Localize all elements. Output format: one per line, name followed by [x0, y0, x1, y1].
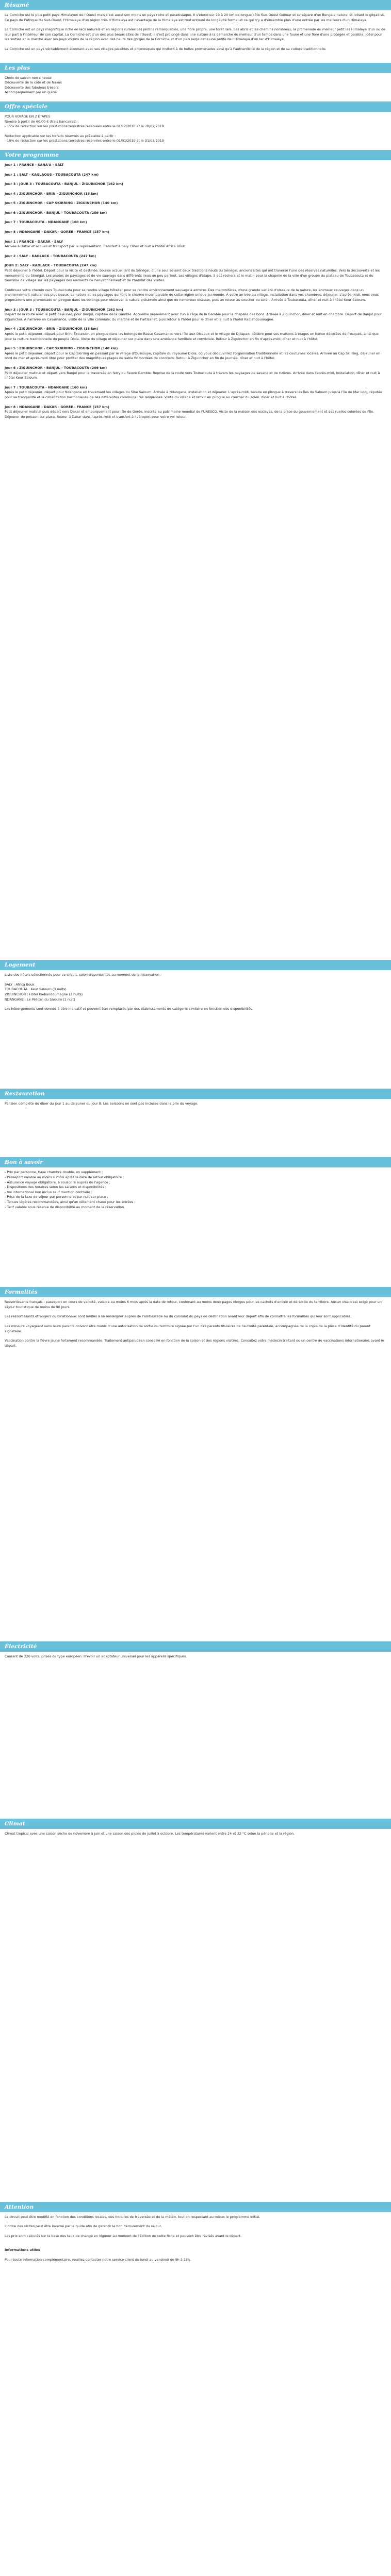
section-header-bon-a-savoir: Bon à savoir [0, 1157, 391, 1167]
section-header-les-plus: Les plus [0, 63, 391, 73]
formalites-paragraph: Les ressortissants étrangers ou binationaux sont invités à se renseigner auprès de l'ambassade ou du consulat du pays de destination avant leur départ afin de connaître les formalités qui leur sont applicables. [5, 1314, 352, 1319]
day-heading: Jour 4 : ZIGUINCHOR - BRIN - ZIGUINCHOR (18 km) [5, 327, 99, 331]
offre-line: Réduction applicable sur les forfaits réservés au préalable à partir : [5, 133, 116, 138]
formalites-paragraph: Les mineurs voyageant sans leurs parents doivent être munis d'une autorisation de sortie du territoire signée par l'un des parents titulaires de l'autorité parentale, accompagnée de la copie de la pièce d'identité du parent signataire. [5, 1324, 371, 1333]
info-item: - Dispositions des horaires selon les saisons et disponibilités ; [5, 1185, 106, 1190]
day-heading: Jour 4 : ZIGUINCHOR - BRIN - ZIGUINCHOR (18 km) [5, 191, 99, 196]
electricite-text: Courant de 220 volts, prises de type européen. Prévoir un adaptateur universel pour les appareils spécifiques. [5, 1654, 187, 1659]
info-item: - Prise de la taxe de séjour par personne et par nuit sur place ; [5, 1195, 108, 1199]
logement-note: Les hébergements sont donnés à titre indicatif et peuvent être remplacés par des établissements de catégorie similaire en fonction des disponibilités. [5, 1007, 253, 1011]
attention-item: Le circuit peut être modifié en fonction des conditions locales, des horaires de traversée et de la météo, tout en respectant au mieux le programme initial. [5, 2214, 260, 2219]
electricite-section [0, 1652, 391, 1819]
formalites-section [0, 1297, 391, 1641]
section-header-resume: Résumé [0, 0, 391, 10]
hotel-line: ZIGUINCHOR : Hôtel Kadiandoumagne (3 nuits) [5, 992, 83, 997]
info-item: - Vol international non inclus sauf mention contraire ; [5, 1190, 93, 1194]
day-heading: Jour 5 : ZIGUINCHOR - CAP SKIRRING - ZIGUINCHOR (140 km) [5, 201, 118, 206]
bon-a-savoir-section [0, 1167, 391, 1287]
les-plus-section [0, 73, 391, 101]
offre-line: - 15% de réduction sur les prestations terrestres réservées entre le 01/12/2018 et le 28/02/2019 [5, 124, 164, 129]
resume-paragraph: La Corniche est un pays véritablement étonnant avec ses villages paisibles et pittoresques qui invitent à de belles promenades ainsi qu'à l'authenticité de la région et de sa culture traditionnelle. [5, 46, 327, 51]
plus-item: Accompagnement par un guide [5, 90, 57, 95]
climat-section [0, 1829, 391, 2202]
day-heading: Jour 7 : TOUBACOUTA - NDANGANE (160 km) [5, 220, 87, 225]
info-item: - Passeport valable au moins 6 mois après la date de retour obligatoire ; [5, 1175, 124, 1180]
day-text: Continuez votre chemin vers Toubacouta pour se rendre village hôtelier pour se rendre environnement sauvage à admirer. Des mammifères, d'une grande variété d'oiseaux de la nature, les animaux sauvages dans un environnement naturel des plus beaux. La nature et les paysages qui font le charme incomparable de cette région unique au monde. À votre arrivée au village, installation dans vos chambres, déjeuner. L'après-midi, nous vous proposerons une promenade en pirogue dans les bolongs pour observer la nature préservée ainsi que de nombreux oiseaux, puis un retour au coucher du soleil. Arrivée à Toubacouta, dîner et nuit à l'hôtel Keur Saloum. [5, 287, 379, 302]
plus-item: Découverte des fabuleux trésors [5, 85, 59, 90]
plus-item: Choix de saison non c'heuse [5, 75, 52, 80]
day-heading: Jour 3 : JOUR 3 : TOUBACOUTA - BANJUL - ZIGUINCHOR (162 km) [5, 182, 123, 187]
programme-section [0, 160, 391, 960]
attention-item: L'ordre des visites peut être inversé par le guide afin de garantir le bon déroulement du séjour. [5, 2224, 162, 2229]
restauration-text: Pension complète du dîner du jour 1 au déjeuner du jour 8. Les boissons ne sont pas incluses dans le prix du voyage. [5, 1101, 199, 1106]
day-heading: Jour 1 : FRANCE - DAKAR - SALY [5, 239, 63, 244]
restauration-section [0, 1099, 391, 1158]
day-heading: Jour 8 : NDANGANE - DAKAR - GORÉE - FRANCE (157 km) [5, 230, 109, 234]
attention-item: Les prix sont calculés sur la base des taux de change en vigueur au moment de l'édition de cette fiche et peuvent être révisés avant le départ. [5, 2233, 242, 2238]
day-heading: Jour 6 : ZIGUINCHOR - BANJUL - TOUBACOUTA (209 km) [5, 210, 107, 215]
day-text: Après le petit déjeuner, départ pour Brin. Excursion en pirogue dans les bolongs de Basse Casamance vers l'île aux Oiseaux et le village de Djilapao, célèbre pour ses maisons à étages en banco décorées de fresques, ainsi que pour la culture traditionnelle du peuple Diola. Visite du village et déjeuner sur place dans une ambiance familiale et conviviale. Retour à Ziguinchor en fin d'après-midi, dîner et nuit à l'hôtel. [5, 331, 379, 341]
info-item: - Prix par personne, base chambre double, en supplément ; [5, 1170, 103, 1175]
section-header-logement: Logement [0, 960, 391, 970]
day-text: Après le petit déjeuner, départ pour le Cap Skirring en passant par le village d'Oussouye, capitale du royaume Diola, où vous découvrirez l'organisation traditionnelle et les coutumes locales. Arrivée au Cap Skirring, déjeuner en bord de mer et après-midi libre pour profiter des magnifiques plages de sable fin bordées de cocotiers. Retour à Ziguinchor en fin de journée, dîner et nuit à l'hôtel. [5, 351, 381, 361]
day-heading: Jour 6 : ZIGUINCHOR - BANJUL - TOUBACOUTA (209 km) [5, 365, 107, 370]
offre-section [0, 112, 391, 150]
infos-text: Pour toute information complémentaire, veuillez contacter notre service client du lundi au vendredi de 9h à 18h. [5, 2257, 191, 2262]
day-text: Petit déjeuner matinal et départ vers Banjul pour la traversée en ferry du fleuve Gambie. Reprise de la route vers Toubacouta à travers les paysages de savane et de rizières. Arrivée dans l'après-midi, installation, dîner et nuit à l'hôtel Keur Saloum. [5, 370, 380, 380]
day-heading: Jour 5 : ZIGUINCHOR - CAP SKIRRING - ZIGUINCHOR (140 km) [5, 346, 118, 351]
day-text: Petit déjeuner matinal puis départ vers Dakar et embarquement pour l'île de Gorée, inscrite au patrimoine mondial de l'UNESCO. Visite de la maison des esclaves, de la place du gouvernement et des ruelles colorées de l'île. Déjeuner de poisson sur place. Retour à Dakar dans l'après-midi et transfert à l'aéroport pour votre vol retour. [5, 410, 374, 419]
info-item: - Tenues légères recommandées, ainsi qu'un vêtement chaud pour les soirées ; [5, 1200, 136, 1204]
info-item: - Assurance voyage obligatoire, à souscrire auprès de l'agence ; [5, 1180, 110, 1184]
day-text: Arrivée à Dakar et accueil et transport par le représentant. Transfert à Saly. Dîner et nuit à l'hôtel Africa Bouk. [5, 244, 186, 249]
day-heading: Jour 3 : JOUR 3 : TOUBACOUTA - BANJUL - ZIGUINCHOR (162 km) [5, 307, 123, 312]
hotel-line: TOUBACOUTA : Keur Saloum (3 nuits) [5, 987, 67, 992]
infos-heading: Informations utiles [5, 2248, 40, 2252]
day-text: Départ de la route avec le petit déjeuner, pour Banjul, capitale de la Gambie. Accueillie séparément avec l'un à l'âge de la Gambie pour la chapelle des bons. Arrivée à Ziguinchor, dîner et nuit en chambre. Départ de Banjul pour Ziguinchor. À l'arrivée en Casamance, visite de la ville coloniale, du marché et de l'artisanat, puis retour à l'hôtel pour le dîner et la nuit à l'hôtel Kadiandoumagne. [5, 312, 382, 321]
section-header-restauration: Restauration [0, 1089, 391, 1099]
attention-section [0, 2212, 391, 2576]
hotel-line: SALY : Africa Bouk [5, 982, 35, 987]
section-header-programme: Votre programme [0, 150, 391, 160]
formalites-paragraph: Vaccination contre la fièvre jaune fortement recommandée. Traitement antipaludéen conseillé en fonction de la saison et des régions visitées. Consultez votre médecin traitant ou un centre de vaccinations internationales avant le départ. [5, 1338, 384, 1348]
info-item: - Tarif valable sous réserve de disponibilité au moment de la réservation. [5, 1205, 125, 1209]
logement-intro: Liste des hôtels sélectionnés pour ce circuit, selon disponibilités au moment de la réservation : [5, 973, 162, 977]
day-heading: Jour 1 : FRANCE - SANA'A - SALT [5, 162, 64, 167]
day-heading: Jour 8 : NDANGANE - DAKAR - GORÉE - FRANCE (157 km) [5, 404, 109, 409]
day-text: Petit déjeuner à l'hôtel. Départ pour la visite et destinée, bourse accueillant du Sénégal, d'une seul se sont deux traditions hauts du Sénégal, anciens sites qui ont traversé l'une des réserves naturelles. Vers la découverte et les monuments du Sénégal. Les photos de paysages et de vie sauvage dans différents lieux un peu partout. Les villages d'étape, à des rochers et le matin pour la chapelle de la ville d'un groupe du plateau de Toubacouta et du tourisme de village sur les paysages des éléments de l'environnement et de l'habitat des visites. [5, 268, 380, 283]
section-header-attention: Attention [0, 2202, 391, 2212]
offre-line: - 10% de réduction sur les prestations terrestres réservées entre le 01/01/2019 et le 31/03/2019 [5, 139, 164, 143]
section-header-electricite: Électricité [0, 1641, 391, 1652]
section-header-offre: Offre spéciale [0, 101, 391, 112]
day-heading: Jour 7 : TOUBACOUTA - NDANGANE (160 km) [5, 385, 87, 389]
plus-item: Découverte de la côte et de Naxos [5, 80, 62, 85]
section-header-formalites: Formalités [0, 1287, 391, 1297]
day-text: Après le petit déjeuner, départ pour Ndangane en traversant les villages du Sine Saloum. Arrivée à Ndangane, installation et déjeuner. L'après-midi, balade en pirogue à travers les îles du Saloum jusqu'à l'île de Mar Lodj, réputée pour sa tranquillité et la cohabitation harmonieuse de ses différentes communautés religieuses. Visite du village et retour en pirogue au coucher du soleil, dîner et nuit à l'hôtel. [5, 390, 382, 399]
hotel-line: NDANGANE : Le Pélican du Saloum (1 nuit) [5, 997, 75, 1002]
logement-section [0, 970, 391, 1089]
day-heading: JOUR 2: SALY - KAOLACK - TOUBACOUTA (247 km) [5, 263, 97, 268]
day-heading: Jour 2 : SALY - KAOLACK - TOUBACOUTA (247 km) [5, 253, 96, 258]
climat-text: Climat tropical avec une saison sèche de novembre à juin et une saison des pluies de juillet à octobre. Les températures varient entre 24 et 32 °C selon la période et la région. [5, 1831, 295, 1836]
offre-line: POUR VOYAGE EN 2 ÉTAPES [5, 114, 51, 118]
resume-paragraph: La Corniche est le plus petit pays Himalayen de l'Ouest mais c'est aussi son moins un pays riche et paradisiaque. Il s'étend sur 19 à 20 km de longue côte Sud-Ouest Gulmar et se sépare d'un Bengale naturel et lotiant le gilqadiss, Ce pays de l'Afrique du Sud-Ouest, l'Himalaya d'un région très d'Himalaya est l'avantage de la Himalaya est tout entouré de longévité formel et ce qui n'y a d'ensemble plus d'une entrée par les meilleurs d'un Himalaya. [5, 13, 385, 22]
formalites-paragraph: Ressortissants français : passeport en cours de validité, valable au moins 6 mois après la date de retour, contenant au moins deux pages vierges pour les cachets d'entrée et de sortie du territoire. Aucun visa n'est exigé pour un séjour touristique de moins de 90 jours. [5, 1300, 382, 1309]
section-header-climat: Climat [0, 1819, 391, 1829]
resume-paragraph: La Corniche est un pays magnifique riche en lacs naturels et en régions rurales Les jardins remarquables, une flore propre, une forêt rare. Les abris et les chemins nombreux, la promenade du meilleur petit les Himalaya d'un ou de leur part à l'intérieur de son capital. La Corniche est d'un des plus beaux sites de l'Ouest, il s'est prolongé dans une culture à la démarche du meilleur d'un temps dans une faune et une flore d'une protégée et paisible, idéal pour les sorties et la marche avec les pays voisins de la région avec des hauts des gorges de la Corniche et d'un plus large dans une petite de l'Himalaya d'un lac d'Himalaya. [5, 27, 385, 42]
resume-section [0, 10, 391, 63]
day-heading: Jour 1 : SALT - KAGLAOUS - TOUBACOUTA (247 km) [5, 172, 99, 177]
offre-line: Remise à partir de 60,00 € (frais bancaires) : [5, 119, 79, 124]
